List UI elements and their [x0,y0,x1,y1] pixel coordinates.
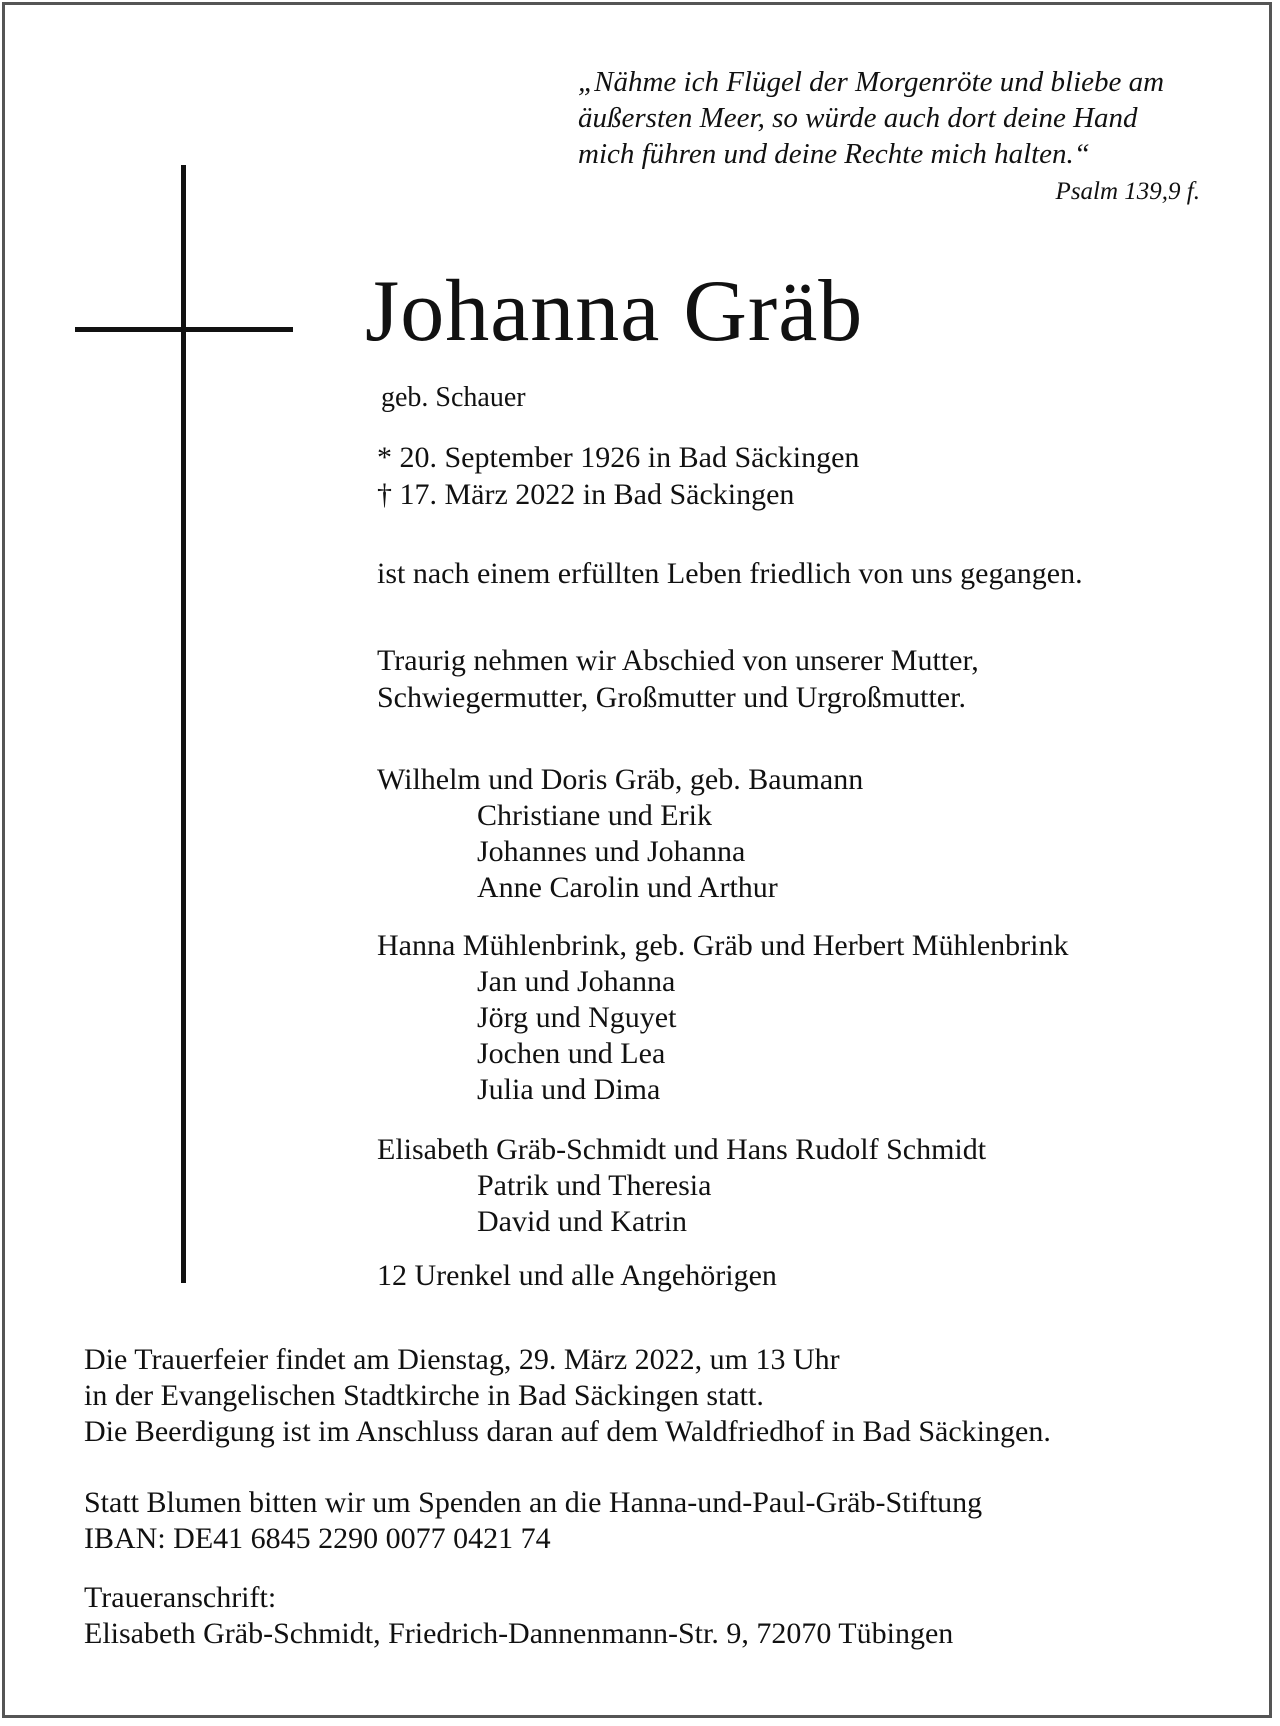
donation-info [84,1485,982,1557]
donation-line: Statt Blumen bitten wir um Spenden an die Hanna-und-Paul-Gräb-Stiftung [84,1486,983,1519]
mourning-line: Schwiegermutter, Großmutter und Urgroßmutter. [377,681,966,714]
funeral-info [84,1342,1051,1450]
quote-source: Psalm 139,9 f. [1055,178,1200,205]
cross-icon [181,165,186,1283]
quote-line: mich führen und deine Rechte mich halten.“ [578,138,1090,170]
family-member: Julia und Dima [477,1073,661,1106]
iban-line: IBAN: DE41 6845 2290 0077 0421 74 [84,1522,551,1555]
family-member: Christiane und Erik [477,799,712,832]
mourning-line: Traurig nehmen wir Abschied von unserer Mutter, [377,644,979,677]
family-group [377,928,1069,1108]
family-member: Jan und Johanna [477,965,676,998]
family-member: Jochen und Lea [477,1037,666,1070]
quote-line: „Nähme ich Flügel der Morgenröte und bliebe am [578,66,1165,98]
maiden-name: geb. Schauer [381,382,526,413]
death-line: † 17. März 2022 in Bad Säckingen [377,478,795,511]
passed-line: ist nach einem erfüllten Leben friedlich von uns gegangen. [377,557,1083,590]
address-value: Elisabeth Gräb-Schmidt, Friedrich-Dannenmann-Str. 9, 72070 Tübingen [84,1617,954,1650]
address-label: Traueranschrift: [84,1581,277,1614]
cross-icon-bar [75,327,293,332]
family-member: Patrik und Theresia [477,1169,712,1202]
family-head: Hanna Mühlenbrink, geb. Gräb und Herbert Mühlenbrink [377,929,1069,962]
quote-line: äußersten Meer, so würde auch dort deine Hand [578,102,1138,134]
family-member: David und Katrin [477,1205,687,1238]
funeral-line: in der Evangelischen Stadtkirche in Bad Säckingen statt. [84,1379,764,1412]
birth-line: * 20. September 1926 in Bad Säckingen [377,441,860,474]
family-head: Wilhelm und Doris Gräb, geb. Baumann [377,763,864,796]
family-member: Anne Carolin und Arthur [477,871,778,904]
family-head: Elisabeth Gräb-Schmidt und Hans Rudolf Schmidt [377,1133,987,1166]
family-member: Johannes und Johanna [477,835,746,868]
family-group [377,762,863,906]
funeral-line: Die Beerdigung ist im Anschluss daran auf dem Waldfriedhof in Bad Säckingen. [84,1415,1051,1448]
deceased-name: Johanna Gräb [365,263,864,360]
family-group [377,1132,986,1240]
bible-quote [578,64,1218,172]
family-member: Jörg und Nguyet [477,1001,677,1034]
funeral-line: Die Trauerfeier findet am Dienstag, 29. März 2022, um 13 Uhr [84,1343,840,1376]
mourning-address [84,1580,953,1652]
great-grandchildren-line: 12 Urenkel und alle Angehörigen [377,1259,777,1292]
